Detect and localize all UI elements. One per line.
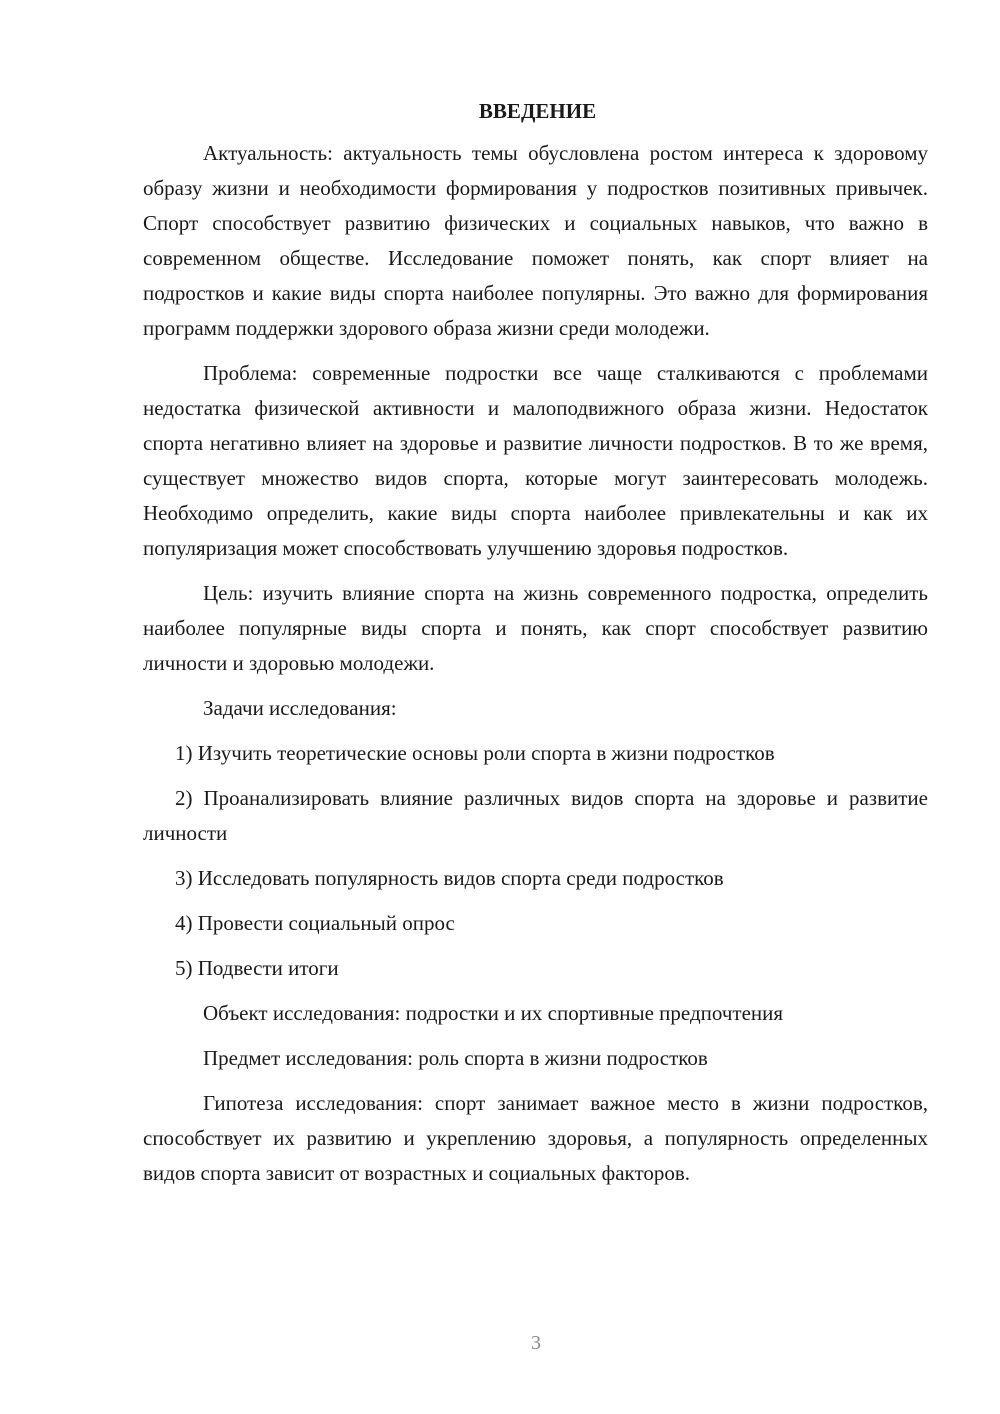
task-item-4: 4) Провести социальный опрос (175, 911, 455, 935)
goal-paragraph: Цель: изучить влияние спорта на жизнь современного подростка, определить наиболее популярные виды спорта и понять, как спорт способствует развитию личности и здоровью молодежи. (143, 581, 928, 675)
page-number: 3 (531, 1332, 541, 1354)
research-subject: Предмет исследования: роль спорта в жизни подростков (203, 1046, 708, 1070)
problem-paragraph: Проблема: современные подростки все чаще сталкиваются с проблемами недостатка физической активности и малоподвижного образа жизни. Недостаток спорта негативно влияет на здоровье и развитие личности подростков. В то же время, существует множество видов спорта, которые могут заинтересовать молодежь. Необходимо определить, какие виды спорта наиболее привлекательны и как их популяризация может способствовать улучшению здоровья подростков. (143, 361, 928, 560)
hypothesis-paragraph: Гипотеза исследования: спорт занимает важное место в жизни подростков, способствует их развитию и укреплению здоровья, а популярность определенных видов спорта зависит от возрастных и социальных факторов. (143, 1091, 928, 1185)
document-body (143, 96, 928, 1201)
tasks-heading: Задачи исследования: (203, 696, 397, 720)
section-title: ВВЕДЕНИЕ (478, 99, 597, 123)
relevance-paragraph: Актуальность: актуальность темы обусловлена ростом интереса к здоровому образу жизни и необходимости формирования у подростков позитивных привычек. Спорт способствует развитию физических и социальных навыков, что важно в современном обществе. Исследование поможет понять, как спорт влияет на подростков и какие виды спорта наиболее популярны. Это важно для формирования программ поддержки здорового образа жизни среди молодежи. (143, 141, 928, 340)
research-object: Объект исследования: подростки и их спортивные предпочтения (203, 1001, 784, 1025)
task-item-2: 2) Проанализировать влияние различных видов спорта на здоровье и развитие личности (143, 786, 928, 845)
task-item-3: 3) Исследовать популярность видов спорта среди подростков (175, 866, 724, 890)
task-item-5: 5) Подвести итоги (175, 956, 339, 980)
task-item-1: 1) Изучить теоретические основы роли спорта в жизни подростков (175, 741, 775, 765)
